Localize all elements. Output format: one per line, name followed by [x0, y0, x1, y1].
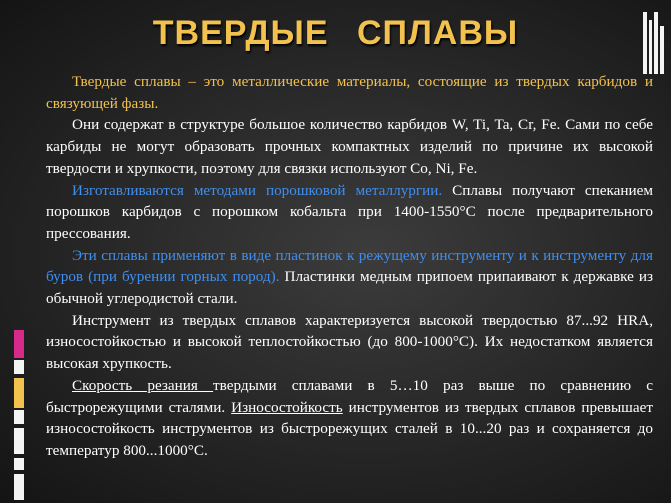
definition-text: Твердые сплавы – это металлические материалы, состоящие из твердых карбидов и связующей фазы. — [46, 73, 653, 112]
paragraph-manufacturing — [46, 180, 653, 245]
manufacturing-highlight: Изготавливаются методами порошковой металлургии. — [72, 181, 443, 199]
paragraph-definition — [46, 71, 653, 114]
paragraph-properties: Инструмент из твердых сплавов характеризуется высокой твердостью 87...92 HRA, износостойкостью и высокой теплостойкостью (до 800-1000°С). Их недостатком является высокая хрупкость. — [46, 311, 653, 373]
paragraph-composition: Они содержат в структуре большое количество карбидов W, Ti, Ta, Cr, Fe. Сами по себе карбиды не могут образовать прочных компактных изделий по причине их высокой твердости и хрупкости, поэтому для связки используют Co, Ni, Fe. — [46, 116, 653, 177]
performance-text-1: твердыми сплавами в 5…10 раз выше по сравнению с быстрорежущими сталями. — [46, 376, 653, 416]
paragraph-application — [46, 245, 653, 310]
cutting-speed-link[interactable]: Скорость резания — [72, 376, 214, 394]
manufacturing-text: Сплавы получают спеканием порошков карбидов с порошком кобальта при 1400-1550°С после предварительного прессования. — [46, 181, 654, 242]
application-highlight: Эти сплавы применяют в виде пластинок к режущему инструменту и к инструменту для буров (при бурении горных пород). — [46, 246, 653, 286]
application-text: Пластинки медным припоем припаивают к державке из обычной углеродистой стали. — [46, 268, 654, 308]
slide-title: ТВЕРДЫЕ СПЛАВЫ — [152, 14, 519, 52]
decorative-bars-right — [643, 12, 665, 74]
performance-text-2: инструментов из твердых сплавов превышает износостойкость инструментов из быстрорежущих сталей в 10...20 раз и сохраняется до температур 800...1000°С. — [46, 398, 653, 459]
wear-resistance-link[interactable]: Износостойкость — [231, 398, 343, 416]
decorative-bars-left — [14, 330, 26, 500]
slide-body — [46, 71, 653, 462]
paragraph-performance — [46, 375, 653, 462]
